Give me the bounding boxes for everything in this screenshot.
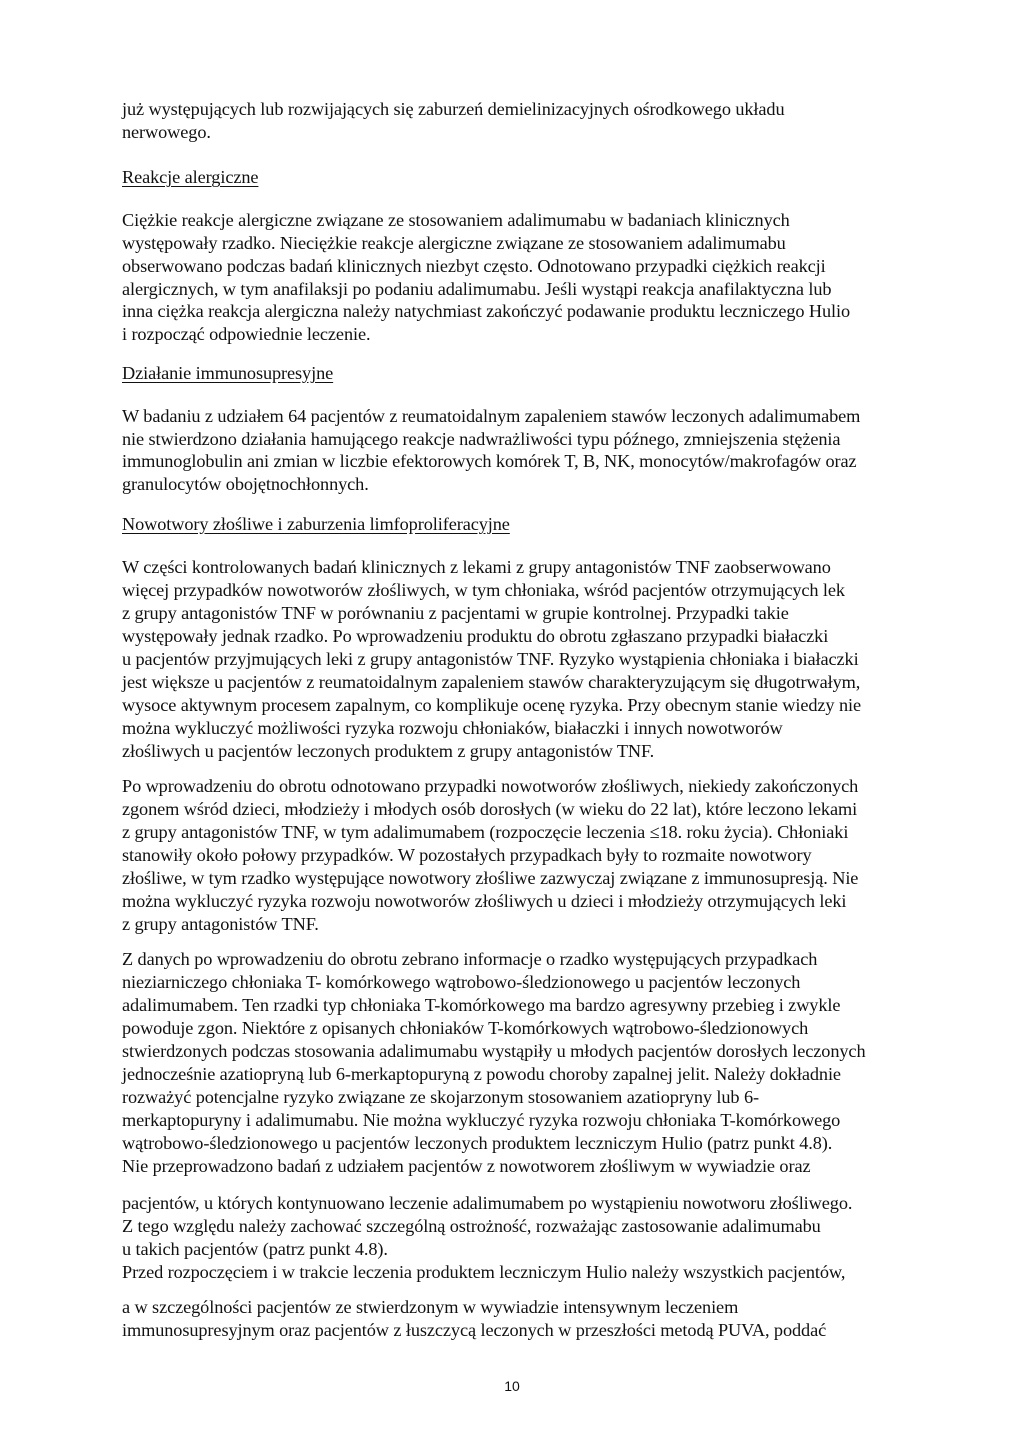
text-line: u pacjentów przyjmujących leki z grupy antagonistów TNF. Ryzyko wystąpienia chłoniaka i białaczki xyxy=(122,649,859,669)
text-line: rozważyć potencjalne ryzyko związane ze skojarzonym stosowaniem azatiopryny lub 6- xyxy=(122,1087,759,1107)
text-line: Z tego względu należy zachować szczególną ostrożność, rozważając zastosowanie adalimumabu xyxy=(122,1216,821,1236)
section-heading-immunosuppression: Działanie immunosupresyjne xyxy=(122,363,334,383)
text-line: z grupy antagonistów TNF w porównaniu z pacjentami w grupie kontrolnej. Przypadki takie xyxy=(122,603,789,623)
text-line: W części kontrolowanych badań klinicznych z lekami z grupy antagonistów TNF zaobserwowano xyxy=(122,557,831,577)
text-line: Z danych po wprowadzeniu do obrotu zebrano informacje o rzadko występujących przypadkach xyxy=(122,949,818,969)
text-line: z grupy antagonistów TNF, w tym adalimumabem (rozpoczęcie leczenia ≤18. roku życia). Chłoniaki xyxy=(122,822,849,842)
text-line: występowały jednak rzadko. Po wprowadzeniu produktu do obrotu zgłaszano przypadki białaczki xyxy=(122,626,829,646)
text-line: u takich pacjentów (patrz punkt 4.8). xyxy=(122,1239,388,1259)
text-line: obserwowano podczas badań klinicznych niezbyt często. Odnotowano przypadki ciężkich reakcji xyxy=(122,256,826,276)
text-line: stanowiły około połowy przypadków. W pozostałych przypadkach były to rozmaite nowotwory xyxy=(122,845,812,865)
text-line: nerwowego. xyxy=(122,122,211,142)
text-line: pacjentów, u których kontynuowano leczenie adalimumabem po wystąpieniu nowotworu złośliwego. xyxy=(122,1193,853,1213)
text-line: z grupy antagonistów TNF. xyxy=(122,914,319,934)
section-heading-malignancies: Nowotwory złośliwe i zaburzenia limfoproliferacyjne xyxy=(122,514,510,534)
text-line: nieziarniczego chłoniaka T- komórkowego wątrobowo-śledzionowego u pacjentów leczonych xyxy=(122,972,801,992)
text-line: jednocześnie azatiopryną lub 6-merkaptopuryną z powodu choroby zapalnej jelit. Należy dokładnie xyxy=(122,1064,841,1084)
text-line: stwierdzonych podczas stosowania adalimumabu wystąpiły u młodych pacjentów dorosłych leczonych xyxy=(122,1041,866,1061)
text-line: można wykluczyć możliwości ryzyka rozwoju chłoniaków, białaczki i innych nowotworów xyxy=(122,718,783,738)
text-line: Ciężkie reakcje alergiczne związane ze stosowaniem adalimumabu w badaniach klinicznych xyxy=(122,210,790,230)
text-line: Po wprowadzeniu do obrotu odnotowano przypadki nowotworów złośliwych, niekiedy zakończonych xyxy=(122,776,859,796)
text-line: nie stwierdzono działania hamującego reakcje nadwrażliwości typu późnego, zmniejszenia stężenia xyxy=(122,429,841,449)
text-line: więcej przypadków nowotworów złośliwych, w tym chłoniaka, wśród pacjentów otrzymujących lek xyxy=(122,580,845,600)
section-heading-allergic-reactions: Reakcje alergiczne xyxy=(122,167,259,187)
text-line: wątrobowo-śledzionowego u pacjentów leczonych produktem leczniczym Hulio (patrz punkt 4.8). xyxy=(122,1133,833,1153)
text-line: granulocytów obojętnochłonnych. xyxy=(122,474,369,494)
text-line: złośliwych u pacjentów leczonych produktem z grupy antagonistów TNF. xyxy=(122,741,655,761)
text-line: Przed rozpoczęciem i w trakcie leczenia produktem leczniczym Hulio należy wszystkich pacjentów, xyxy=(122,1262,846,1282)
text-line: złośliwe, w tym rzadko występujące nowotwory złośliwe zazwyczaj związane z immunosupresją. Nie xyxy=(122,868,859,888)
text-line: a w szczególności pacjentów ze stwierdzonym w wywiadzie intensywnym leczeniem xyxy=(122,1297,739,1317)
text-line: powoduje zgon. Niektóre z opisanych chłoniaków T-komórkowych wątrobowo-śledzionowych xyxy=(122,1018,809,1038)
text-line: adalimumabem. Ten rzadki typ chłoniaka T-komórkowego ma bardzo agresywny przebieg i zwykle xyxy=(122,995,841,1015)
text-line: inna ciężka reakcja alergiczna należy natychmiast zakończyć podawanie produktu leczniczego Hulio xyxy=(122,301,851,321)
text-line: immunosupresyjnym oraz pacjentów z łuszczycą leczonych w przeszłości metodą PUVA, poddać xyxy=(122,1320,827,1340)
text-line: merkaptopuryny i adalimumabu. Nie można wykluczyć ryzyka rozwoju chłoniaka T-komórkowego xyxy=(122,1110,841,1130)
text-line: już występujących lub rozwijających się zaburzeń demielinizacyjnych ośrodkowego układu xyxy=(122,99,785,119)
text-line: immunoglobulin ani zmian w liczbie efektorowych komórek T, B, NK, monocytów/makrofagów oraz xyxy=(122,451,857,471)
text-line: występowały rzadko. Nieciężkie reakcje alergiczne związane ze stosowaniem adalimumabu xyxy=(122,233,786,253)
text-line: Nie przeprowadzono badań z udziałem pacjentów z nowotworem złośliwym w wywiadzie oraz xyxy=(122,1156,811,1176)
page-number: 10 xyxy=(504,1378,520,1394)
text-line: zgonem wśród dzieci, młodzieży i młodych osób dorosłych (w wieku do 22 lat), które leczono lekami xyxy=(122,799,858,819)
text-line: jest większe u pacjentów z reumatoidalnym zapaleniem stawów charakteryzującym się długotrwałym, xyxy=(122,672,861,692)
text-line: i rozpocząć odpowiednie leczenie. xyxy=(122,324,371,344)
text-line: alergicznych, w tym anafilaksji po podaniu adalimumabu. Jeśli wystąpi reakcja anafilaktyczna lub xyxy=(122,279,832,299)
text-line: można wykluczyć ryzyka rozwoju nowotworów złośliwych u dzieci i młodzieży otrzymujących leki xyxy=(122,891,847,911)
text-line: wysoce aktywnym procesem zapalnym, co komplikuje ocenę ryzyka. Przy obecnym stanie wiedzy nie xyxy=(122,695,861,715)
text-line: W badaniu z udziałem 64 pacjentów z reumatoidalnym zapaleniem stawów leczonych adalimumabem xyxy=(122,406,861,426)
